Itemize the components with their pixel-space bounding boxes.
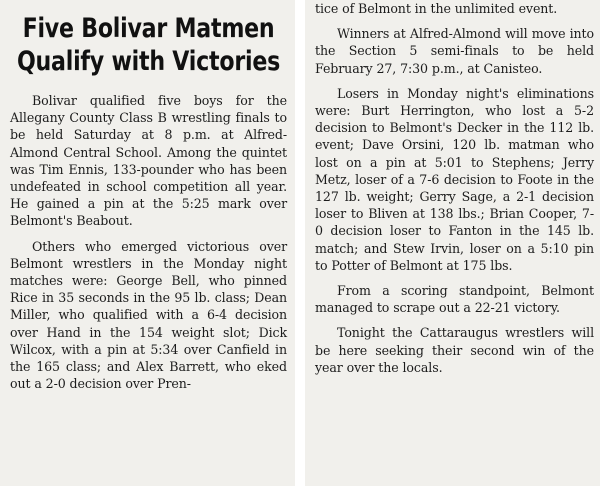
column-gutter (295, 0, 305, 486)
paragraph-score: From a scoring standpoint, Belmont managed to scrape out a 22-21 victory. (315, 283, 594, 316)
headline-line-2: Qualify with Victories (16, 46, 281, 77)
paragraph-intro: Bolivar qualified five boys for the Allegany County Class B wrestling finals to be held Saturday at 8 p.m. at Alfred-Almond Central School. Among the quintet was Tim Ennis, 133-pounder who has been undefeated in school competition all year. He gained a pin at the 5:25 mark over Belmont's Beabout. (10, 93, 287, 229)
paragraph-continued: tice of Belmont in the unlimited event. (315, 1, 558, 16)
paragraph-tonight: Tonight the Cattaraugus wrestlers will be here seeking their second win of the year over the locals. (315, 325, 594, 375)
headline (12, 12, 285, 78)
article-clipping-right (305, 0, 600, 486)
paragraph-semifinals: Winners at Alfred-Almond will move into the Section 5 semi-finals to be held February 27, 7:30 p.m., at Canisteo. (315, 26, 594, 76)
article-clipping-left (0, 0, 295, 486)
paragraph-winners: Others who emerged victorious over Belmont wrestlers in the Monday night matches were: George Bell, who pinned Rice in 35 seconds in the 95 lb. class; Dean Miller, who qualified with a 6-4 decision over Hand in the 154 weight slot; Dick Wilcox, with a pin at 5:34 over Canfield in the 165 class; and Alex Barrett, who eked out a 2-0 decision over Pren- (10, 238, 287, 392)
paragraph-losers: Losers in Monday night's eliminations were: Burt Herrington, who lost a 5-2 decision to Belmont's Decker in the 112 lb. event; Dave Orsini, 120 lb. matman who lost on a pin at 5:01 to Stephens; Jerry Metz, loser of a 7-6 decision to Foote in the 127 lb. weight; Gerry Sage, a 2-1 decision loser to Bliven at 138 lbs.; Brian Cooper, 7-0 decision loser to Fanton in the 145 lb. match; and Stew Irvin, loser on a 5:10 pin to Potter of Belmont at 175 lbs. (315, 85, 594, 273)
headline-line-1: Five Bolivar Matmen (22, 13, 275, 44)
